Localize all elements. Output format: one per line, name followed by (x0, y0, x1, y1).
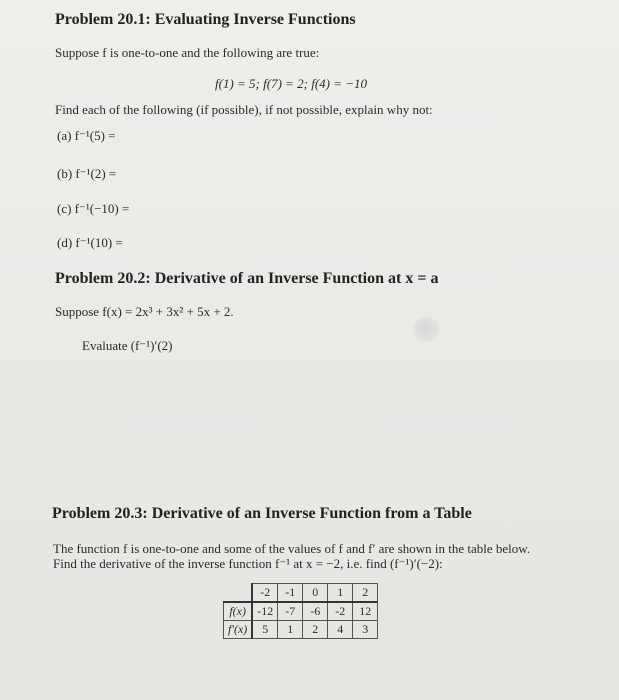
problem-20-1-task: Find each of the following (if possible), if not possible, explain why not: (55, 102, 433, 117)
problem-20-1-intro: Suppose f is one-to-one and the following are true: (55, 45, 320, 60)
problem-20-3-title: Problem 20.3: Derivative of an Inverse Function from a Table (52, 505, 472, 522)
table-cell: 4 (328, 621, 353, 639)
table-row-fprime (224, 621, 378, 639)
item-d: (d) f⁻¹(10) = (57, 235, 123, 250)
table-cell: -2 (252, 584, 278, 603)
table-row-label: f(x) (224, 602, 253, 621)
problem-20-1-title: Problem 20.1: Evaluating Inverse Functions (55, 11, 356, 28)
problem-20-2-eval: Evaluate (f⁻¹)′(2) (82, 338, 173, 353)
problem-20-1-given: f(1) = 5; f(7) = 2; f(4) = −10 (215, 76, 368, 91)
table-row-label: f′(x) (224, 621, 253, 639)
item-c: (c) f⁻¹(−10) = (57, 201, 130, 216)
table-cell: 1 (278, 621, 303, 639)
table-cell: -2 (328, 602, 353, 621)
table-cell: 2 (303, 621, 328, 639)
paper-smudge (413, 316, 439, 342)
item-b: (b) f⁻¹(2) = (57, 166, 117, 181)
table-cell: -7 (278, 602, 303, 621)
table-cell: 3 (353, 621, 378, 639)
table-cell: -6 (303, 602, 328, 621)
problem-20-3-line1: The function f is one-to-one and some of the values of f and f′ are shown in the table below. (53, 541, 531, 556)
problem-20-2-title: Problem 20.2: Derivative of an Inverse Function at x = a (55, 270, 439, 287)
table-cell: -1 (278, 584, 303, 603)
table-cell: 2 (353, 584, 378, 603)
item-a: (a) f⁻¹(5) = (57, 128, 116, 143)
table-cell: 12 (353, 602, 378, 621)
table-corner-cell (224, 584, 253, 603)
values-table (223, 583, 378, 639)
table-row-f (224, 602, 378, 621)
table-cell: 5 (252, 621, 278, 639)
table-cell: 0 (303, 584, 328, 603)
table-cell: -12 (252, 602, 278, 621)
table-row-x (224, 584, 378, 603)
problem-20-2-setup: Suppose f(x) = 2x³ + 3x² + 5x + 2. (55, 304, 234, 319)
problem-20-3-line2: Find the derivative of the inverse function f⁻¹ at x = −2, i.e. find (f⁻¹)′(−2): (53, 556, 443, 571)
table-cell: 1 (328, 584, 353, 603)
